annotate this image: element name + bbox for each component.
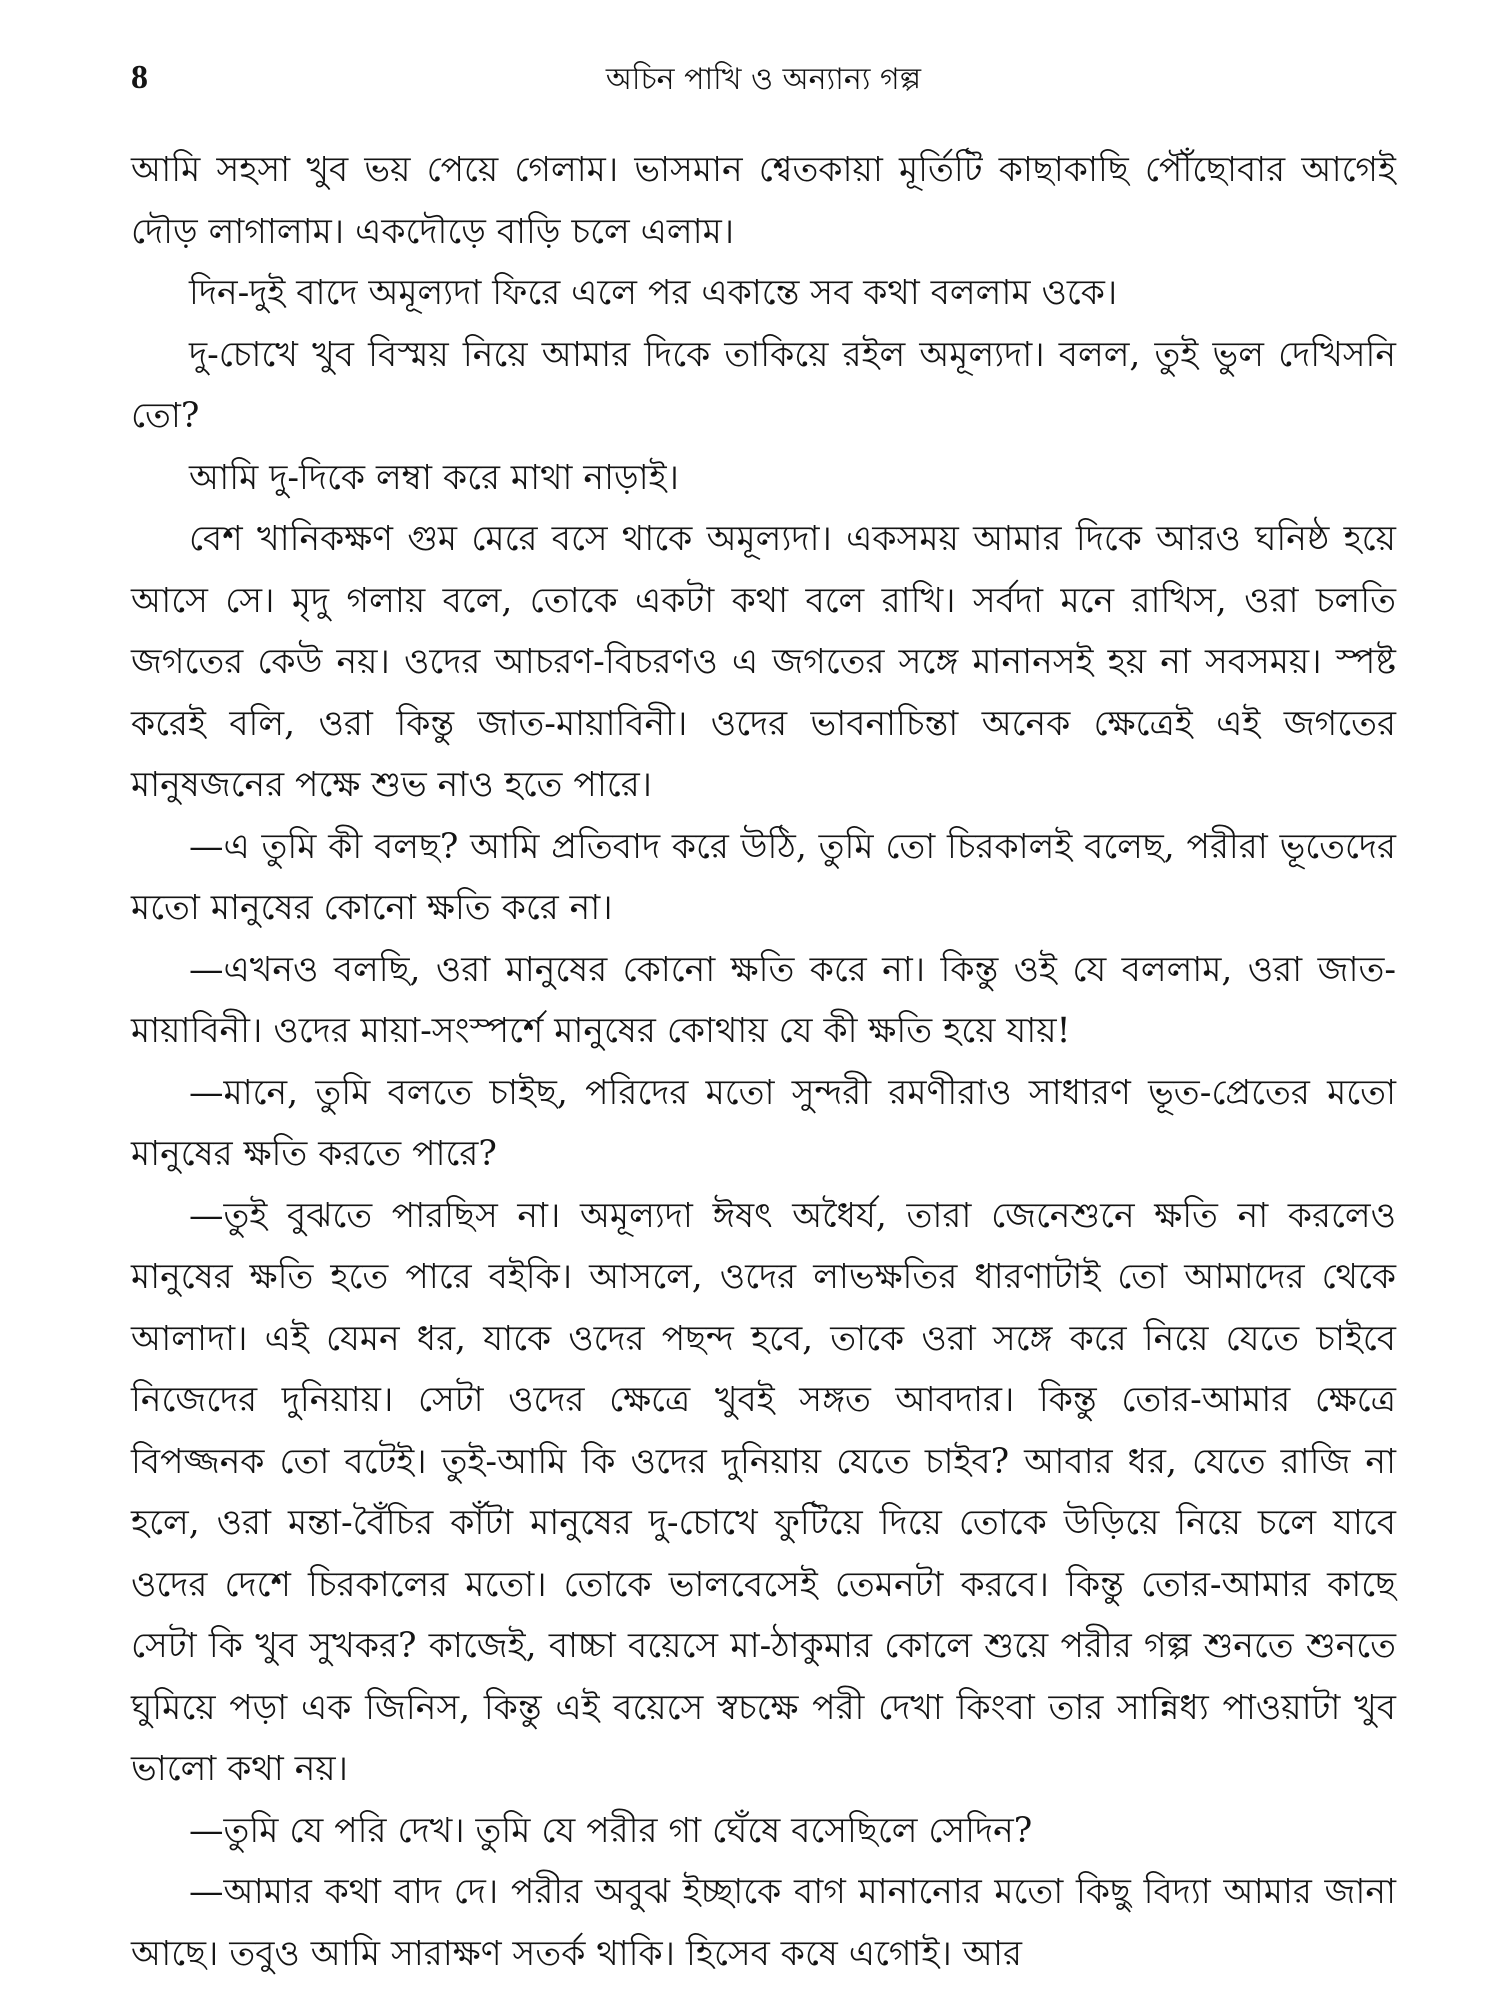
paragraph: দু-চোখে খুব বিস্ময় নিয়ে আমার দিকে তাকিয়ে রইল অমূল্যদা। বলল, তুই ভুল দেখিসনি তো? <box>131 334 1396 436</box>
dialogue-paragraph: —এখনও বলছি, ওরা মানুষের কোনো ক্ষতি করে না। কিন্তু ওই যে বললাম, ওরা জাত-মায়াবিনী। ওদের মায়া-সংস্পর্শে মানুষের কোথায় যে কী ক্ষতি হয়ে যায়! <box>131 949 1396 1051</box>
running-header <box>131 58 1396 118</box>
paragraph: আমি সহসা খুব ভয় পেয়ে গেলাম। ভাসমান শ্বেতকায়া মূর্তিটি কাছাকাছি পৌঁছোবার আগেই দৌড় লাগালাম। একদৌড়ে বাড়ি চলে এলাম। <box>131 150 1396 252</box>
dialogue-paragraph: —আমার কথা বাদ দে। পরীর অবুঝ ইচ্ছাকে বাগ মানানোর মতো কিছু বিদ্যা আমার জানা আছে। তবুও আমি সারাক্ষণ সতর্ক থাকি। হিসেব কষে এগোই। আর <box>131 1872 1396 1974</box>
dialogue-paragraph: —মানে, তুমি বলতে চাইছ, পরিদের মতো সুন্দরী রমণীরাও সাধারণ ভূত-প্রেতের মতো মানুষের ক্ষতি করতে পারে? <box>131 1072 1396 1174</box>
dialogue-paragraph: —তুই বুঝতে পারছিস না। অমূল্যদা ঈষৎ অধৈর্য, তারা জেনেশুনে ক্ষতি না করলেও মানুষের ক্ষতি হতে পারে বইকি। আসলে, ওদের লাভক্ষতির ধারণাটাই তো আমাদের থেকে আলাদা। এই যেমন ধর, যাকে ওদের পছন্দ হবে, তাকে ওরা সঙ্গে করে নিয়ে যেতে চাইবে নিজেদের দুনিয়ায়। সেটা ওদের ক্ষেত্রে খুবই সঙ্গত আবদার। কিন্তু তোর-আমার ক্ষেত্রে বিপজ্জনক তো বটেই। তুই-আমি কি ওদের দুনিয়ায় যেতে চাইব? আবার ধর, যেতে রাজি না হলে, ওরা মন্তা-বৈঁচির কাঁটা মানুষের দু-চোখে ফুটিয়ে দিয়ে তোকে উড়িয়ে নিয়ে চলে যাবে ওদের দেশে চিরকালের মতো। তোকে ভালবেসেই তেমনটা করবে। কিন্তু তোর-আমার কাছে সেটা কি খুব সুখকর? কাজেই, বাচ্চা বয়েসে মা-ঠাকুমার কোলে শুয়ে পরীর গল্প শুনতে শুনতে ঘুমিয়ে পড়া এক জিনিস, কিন্তু এই বয়েসে স্বচক্ষে পরী দেখা কিংবা তার সান্নিধ্য পাওয়াটা খুব ভালো কথা নয়। <box>131 1195 1396 1789</box>
paragraph: দিন-দুই বাদে অমূল্যদা ফিরে এলে পর একান্তে সব কথা বললাম ওকে। <box>189 273 1118 313</box>
dialogue-paragraph: —তুমি যে পরি দেখ। তুমি যে পরীর গা ঘেঁষে বসেছিলে সেদিন? <box>189 1810 1033 1851</box>
body-text <box>131 140 1396 1985</box>
book-title: অচিন পাখি ও অন্যান্য গল্প <box>605 62 922 97</box>
paragraph: আমি দু-দিকে লম্বা করে মাথা নাড়াই। <box>189 457 679 498</box>
paragraph: বেশ খানিকক্ষণ গুম মেরে বসে থাকে অমূল্যদা। একসময় আমার দিকে আরও ঘনিষ্ঠ হয়ে আসে সে। মৃদু গলায় বলে, তোকে একটা কথা বলে রাখি। সর্বদা মনে রাখিস, ওরা চলতি জগতের কেউ নয়। ওদের আচরণ-বিচরণও এ জগতের সঙ্গে মানানসই হয় না সবসময়। স্পষ্ট করেই বলি, ওরা কিন্তু জাত-মায়াবিনী। ওদের ভাবনাচিন্তা অনেক ক্ষেত্রেই এই জগতের মানুষজনের পক্ষে শুভ নাও হতে পারে। <box>131 519 1396 805</box>
page-number: 8 <box>131 59 148 96</box>
dialogue-paragraph: —এ তুমি কী বলছ? আমি প্রতিবাদ করে উঠি, তুমি তো চিরকালই বলেছ, পরীরা ভূতেদের মতো মানুষের কোনো ক্ষতি করে না। <box>131 826 1396 928</box>
